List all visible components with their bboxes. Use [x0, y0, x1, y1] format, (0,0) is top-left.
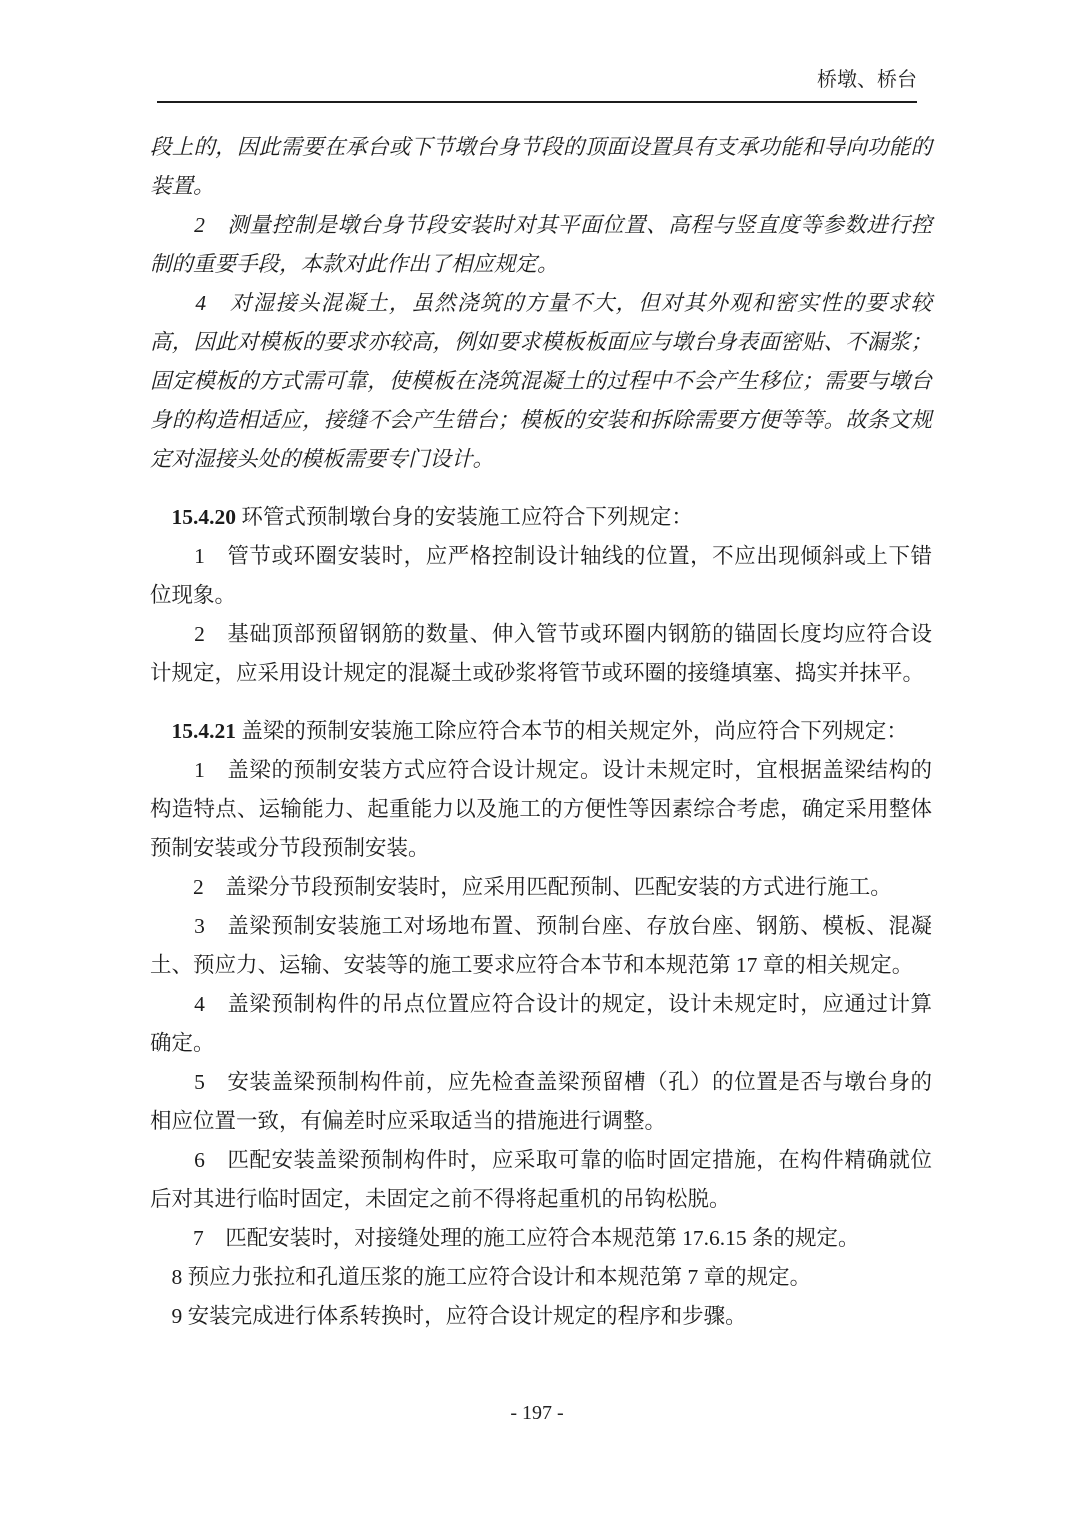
section-intro: 盖梁的预制安装施工除应符合本节的相关规定外，尚应符合下列规定： [236, 719, 908, 743]
clause-9: 9 安装完成进行体系转换时，应符合设计规定的程序和步骤。 [150, 1304, 747, 1328]
page-number: - 197 - [510, 1402, 564, 1424]
section-heading [150, 712, 932, 751]
commentary-paragraph-continuation: 段上的，因此需要在承台或下节墩台身节段的顶面设置具有支承功能和导向功能的装置。 [150, 135, 932, 198]
section-number: 15.4.20 [150, 505, 237, 529]
commentary-section [150, 128, 932, 479]
section-15-4-20 [150, 498, 932, 693]
running-header: 桥墩、桥台 [817, 69, 917, 91]
clause-7: 7 匹配安装时，对接缝处理的施工应符合本规范第 17.6.15 条的规定。 [150, 1226, 860, 1250]
clause-3: 3 盖梁预制安装施工对场地布置、预制台座、存放台座、钢筋、模板、混凝土、预应力、运输、安装等的施工要求应符合本节和本规范第 17 章的相关规定。 [150, 914, 932, 977]
document-body [150, 128, 932, 1336]
clause-2: 2 基础顶部预留钢筋的数量、伸入管节或环圈内钢筋的锚固长度均应符合设计规定，应采用设计规定的混凝土或砂浆将管节或环圈的接缝填塞、捣实并抹平。 [150, 622, 932, 685]
clause-8: 8 预应力张拉和孔道压浆的施工应符合设计和本规范第 7 章的规定。 [150, 1265, 812, 1289]
section-number: 15.4.21 [150, 719, 237, 743]
clause-5: 5 安装盖梁预制构件前，应先检查盖梁预留槽（孔）的位置是否与墩台身的相应位置一致，有偏差时应采取适当的措施进行调整。 [150, 1070, 932, 1133]
clause-4: 4 盖梁预制构件的吊点位置应符合设计的规定，设计未规定时，应通过计算确定。 [150, 992, 932, 1055]
commentary-paragraph-2: 2 测量控制是墩台身节段安装时对其平面位置、高程与竖直度等参数进行控制的重要手段，本款对此作出了相应规定。 [150, 213, 932, 276]
clause-2: 2 盖梁分节段预制安装时，应采用匹配预制、匹配安装的方式进行施工。 [150, 875, 892, 899]
clause-1: 1 盖梁的预制安装方式应符合设计规定。设计未规定时，宜根据盖梁结构的构造特点、运输能力、起重能力以及施工的方便性等因素综合考虑，确定采用整体预制安装或分节段预制安装。 [150, 758, 932, 860]
section-heading [150, 498, 932, 537]
header-rule [157, 101, 917, 103]
section-15-4-21 [150, 712, 932, 1336]
clause-6: 6 匹配安装盖梁预制构件时，应采取可靠的临时固定措施，在构件精确就位后对其进行临时固定，未固定之前不得将起重机的吊钩松脱。 [150, 1148, 932, 1211]
clause-1: 1 管节或环圈安装时，应严格控制设计轴线的位置，不应出现倾斜或上下错位现象。 [150, 544, 932, 607]
section-intro: 环管式预制墩台身的安装施工应符合下列规定： [236, 505, 693, 529]
commentary-paragraph-4: 4 对湿接头混凝土，虽然浇筑的方量不大，但对其外观和密实性的要求较高，因此对模板的要求亦较高，例如要求模板板面应与墩台身表面密贴、不漏浆；固定模板的方式需可靠，使模板在浇筑混凝土的过程中不会产生移位；需要与墩台身的构造相适应，接缝不会产生错台；模板的安装和拆除需要方便等等。故条文规定对湿接头处的模板需要专门设计。 [150, 291, 932, 471]
